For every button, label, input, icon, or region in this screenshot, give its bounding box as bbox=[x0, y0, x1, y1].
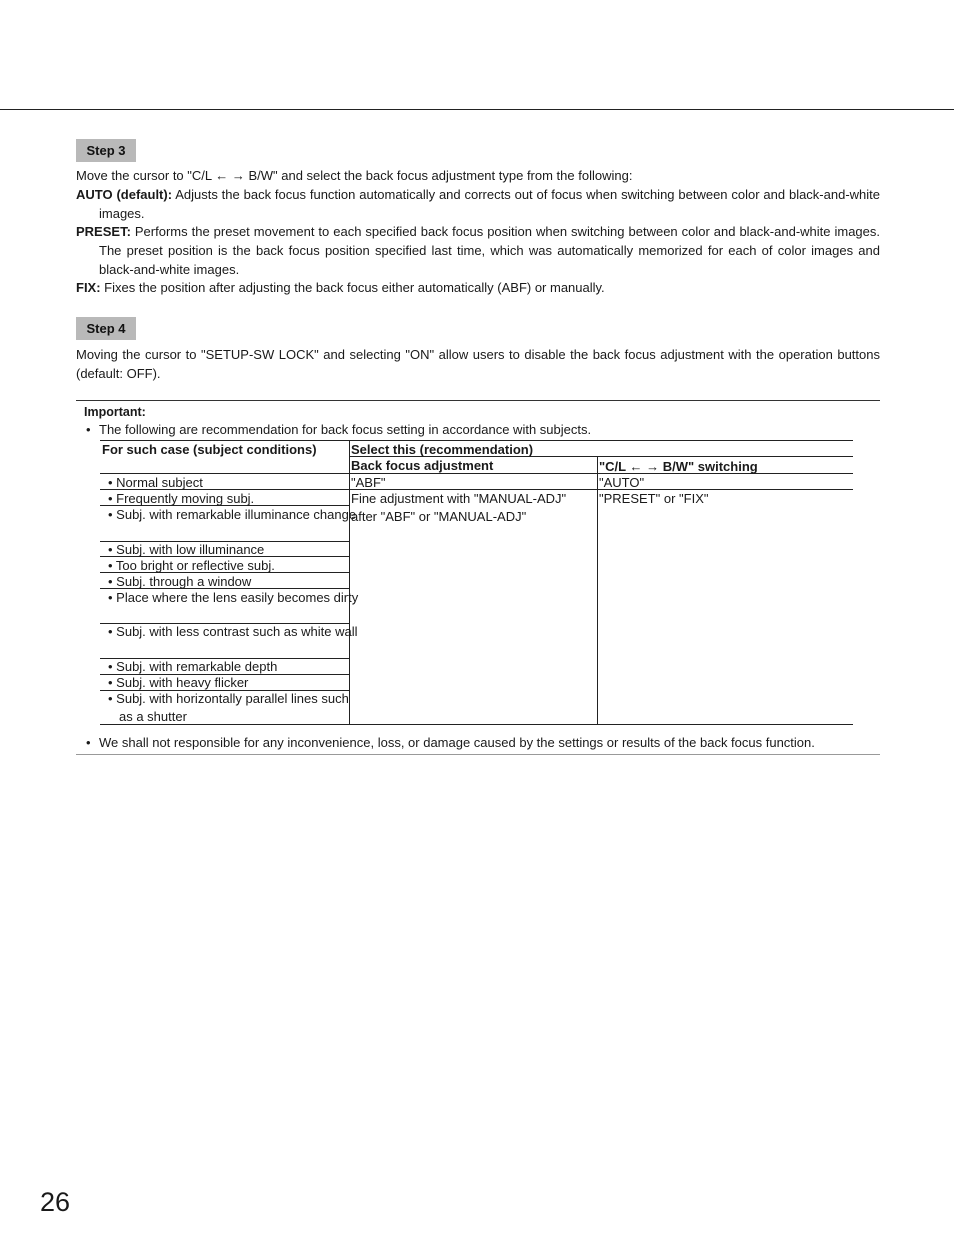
step4-label: Step 4 bbox=[76, 317, 136, 340]
fix-text: Fixes the position after adjusting the back focus either automatically (ABF) or manually. bbox=[100, 280, 605, 295]
subject-condition: • Too bright or reflective subj. bbox=[108, 558, 275, 573]
header-subject-conditions: For such case (subject conditions) bbox=[102, 442, 317, 457]
important-box-bottom-rule bbox=[76, 754, 880, 755]
important-title: Important: bbox=[84, 405, 146, 419]
subject-condition: • Subj. with remarkable depth bbox=[108, 659, 278, 674]
auto-term: AUTO (default): bbox=[76, 187, 173, 202]
important-bullet-2-text: We shall not responsible for any inconvenience, loss, or damage caused by the settings or results of the back focus function. bbox=[99, 735, 815, 750]
important-bullet-2 bbox=[86, 734, 876, 752]
focus-fine-adjustment: Fine adjustment with "MANUAL-ADJ" after "ABF" or "MANUAL-ADJ" bbox=[351, 491, 567, 524]
page-number: 26 bbox=[40, 1187, 71, 1217]
subject-condition: • Subj. with horizontally parallel lines such as a shutter bbox=[108, 691, 349, 724]
auto-definition bbox=[76, 185, 880, 223]
subject-condition: • Place where the lens easily becomes dirty bbox=[108, 590, 359, 605]
subject-condition: • Subj. with heavy flicker bbox=[108, 675, 249, 690]
step3-intro: Move the cursor to "C/L ← → B/W" and select the back focus adjustment type from the following: bbox=[76, 168, 633, 183]
header-back-focus-adjustment: Back focus adjustment bbox=[351, 458, 494, 473]
subject-condition: • Subj. with remarkable illuminance change bbox=[108, 507, 357, 522]
header-cl-bw-switching: "C/L ← → B/W" switching bbox=[599, 459, 758, 474]
table-rule bbox=[597, 456, 598, 725]
switch-preset-or-fix: "PRESET" or "FIX" bbox=[599, 491, 709, 506]
step4-text: Moving the cursor to "SETUP-SW LOCK" and selecting "ON" allow users to disable the back focus adjustment with the operation buttons (default: OFF). bbox=[76, 347, 880, 381]
header-rule bbox=[0, 109, 954, 110]
preset-definition bbox=[76, 222, 880, 279]
important-box-top-rule bbox=[76, 400, 880, 401]
bullet-dot: • bbox=[86, 735, 91, 750]
step3-label: Step 3 bbox=[76, 139, 136, 162]
subject-condition: • Frequently moving subj. bbox=[108, 491, 255, 506]
preset-term: PRESET: bbox=[76, 224, 131, 239]
subject-condition: • Subj. with less contrast such as white wall bbox=[108, 624, 358, 639]
subject-condition: • Subj. with low illuminance bbox=[108, 542, 265, 557]
header-recommendation: Select this (recommendation) bbox=[351, 442, 534, 457]
auto-text: Adjusts the back focus function automatically and corrects out of focus when switching between color and black-and-white images. bbox=[99, 187, 881, 221]
important-bullet-1-text: The following are recommendation for back focus setting in accordance with subjects. bbox=[99, 422, 592, 437]
fix-definition bbox=[76, 278, 880, 297]
subject-condition: • Subj. through a window bbox=[108, 574, 252, 589]
bullet-dot: • bbox=[86, 422, 91, 437]
subject-normal: • Normal subject bbox=[108, 475, 203, 490]
fix-term: FIX: bbox=[76, 280, 101, 295]
switch-auto: "AUTO" bbox=[599, 475, 645, 490]
focus-abf: "ABF" bbox=[351, 475, 386, 490]
recommendation-table bbox=[100, 440, 853, 725]
preset-text: Performs the preset movement to each specified back focus position when switching between color and black-and-white images. The preset position is the back focus position specified last time, which was automatically memorized for each of color images and black-and-white images. bbox=[99, 224, 880, 277]
important-bullet-1 bbox=[86, 421, 876, 439]
